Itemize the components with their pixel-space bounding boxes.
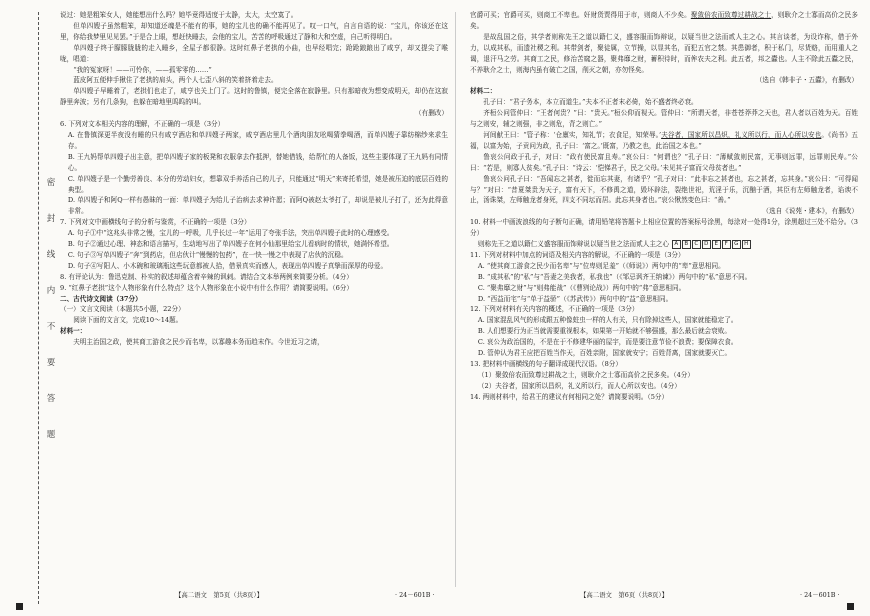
q7-option-c: C. 句子③写单四嫂子“奔”到药店，但店伙计“慢慢的包药”，在一快一慢之中表现了店伙的沉稳。 <box>67 250 348 259</box>
material-2-label: 材料二： <box>470 87 497 96</box>
q6-option-c: C. 单四嫂子是一个勤劳善良、本分的劳动妇女，想靠双手养活自己的儿子，只能通过“明天”来寄托希望，她是被压迫的底层百姓的典型。 <box>67 174 448 194</box>
binding-label: 密封线内不要答题 <box>46 178 56 440</box>
answer-box[interactable]: E <box>712 240 721 249</box>
q12-option-d: D. 管仲认为君王应把百姓当作天，百姓亲附，国家就安宁；百姓背离，国家就要灭亡。 <box>477 349 732 358</box>
material-2-paragraph: 鲁哀公问政于孔子，对曰：“政有使民富且寿。”哀公曰：“何谓也？”孔子曰：“薄赋敛则民富，无事则远罪，远罪则民寿。”公曰：“若是，则寡人贫矣。”孔子曰：“诗云：‘恺悌君子，民之父母。’未见其子富而父母贫者也。” <box>470 152 858 172</box>
passage-line: 单四嫂子终于朦朦胧胧的走入睡乡，全屋子都很静。这时红鼻子老拱的小曲，也早经唱完；跄跄踉踉出了咸亨，却又提尖了喉咙，唱道： <box>60 43 448 63</box>
instruction: 阅读下面的文言文，完成10～14题。 <box>73 316 183 325</box>
passage-line: “我的冤家呀！——可怜你，——孤零零的……” <box>73 65 212 74</box>
corner-mark <box>16 603 23 610</box>
material-2-paragraph: 鲁哀公问孔子曰：“吾闻忘之甚者，徙而忘其妻，有诸乎？”孔子对曰：“此非忘之甚者也，忘之甚者，忘其身。”哀公曰：“可得闻与？”对曰：“昔夏桀贵为天子，富有天下，不修禹之道，毁坏辟法，裂绝世祀，荒淫于乐，沉酗于酒，其臣有左师触龙者，谄谀不止，汤诛桀，左师触龙者身死，四支不同坛而居。此忘其身者也。”哀公愀然变色曰：“善。” <box>470 174 858 205</box>
q11-option-b: B. “成其私”的“私”与“吾妻之美我者，私我也”（《邹忌讽齐王纳谏》）两句中的“私”意思不同。 <box>477 272 752 281</box>
corner-mark <box>847 603 854 610</box>
q6-option-d: D. 单四嫂子和阿Q一样有愚昧的一面：单四嫂子为给儿子治病去求神许愿；而阿Q被赵太爷打了，却说是被儿子打了，还为此得意非常。 <box>67 196 448 216</box>
q11-option-c: C. “聚弗靡之财”与“则弗能战”（《曹刿论战》）两句中的“弗”意思相同。 <box>477 283 686 292</box>
right-footer-code: · 24－601B · <box>800 591 840 599</box>
question-6: 6. 下列对文本相关内容的理解，不正确的一项是（3分） <box>60 120 225 129</box>
answer-box[interactable]: D <box>702 240 711 249</box>
q7-option-a: A. 句子①中“这兆头非常之慢，宝儿的一呼吸，几乎长过一年”运用了夸张手法，突出单四嫂子此时的心理感受。 <box>67 229 394 238</box>
passage-line: 单四嫂子早睡着了，老拱们也走了，咸亨也关上门了。这时的鲁镇，便完全落在寂静里。只有那暗夜为想变成明天，却仍在这寂静里奔波；另有几条狗，也躲在暗地里呜呜的叫。 <box>60 87 448 107</box>
material-2-paragraph: 河间献王曰：“管子称：‘仓廪实，知礼节；衣食足，知荣辱。’夫谷者，国家所以昌炽，礼义所以行，而人心所以安也。《尚书》五福，以富为始，子贡问为政，孔子曰：‘富之。’既富，乃教之也，此治国之本也。” <box>470 130 859 150</box>
passage-line: 说过：她是粗笨女人，她能想出什么吗？她毕竟得适度于太静，太大，太空寞了。 <box>60 11 298 19</box>
material-1-continued: 官爵可买；官爵可买，则商工不卑也。奸财货贾得用于市，则商人不少矣。聚敛倍农而致尊过耕战之士，则耿介之士寡而高价之民多矣。 <box>470 11 858 30</box>
answer-box[interactable]: B <box>682 240 691 249</box>
material-1-label: 材料一： <box>60 327 87 336</box>
material-2-paragraph: 孔子曰：“君子务本，本立而道生。”夫本不正者末必倚，始不盛者终必衰。 <box>483 98 698 107</box>
q7-option-d: D. 句子④写阳人、小木碗和玻璃瓶这些玩意都被人拾，借景真实而感人，表现出单四嫂子真挚而深厚的母爱。 <box>67 261 388 270</box>
material-1-source: （选自《韩非子・五蠹》，有删改） <box>755 76 858 85</box>
question-11: 11. 下列对材料中加点的词语及相关内容的解说，不正确的一项是（3分） <box>470 250 685 259</box>
question-9: 9. “红鼻子老拱”这个人物形象有什么特点？这个人物形象在小说中有什么作用？请简要说明。（6分） <box>60 283 353 292</box>
question-14: 14. 两则材料中，给君王的建议有何相同之处？请简要说明。（5分） <box>470 392 669 401</box>
q12-option-a: A. 国家混乱风气的形成跟五种像蛀虫一样的人有关，只有除掉这些人，国家就能稳定了。 <box>477 316 738 325</box>
material-1-text: 夫明主治国之政，使其商工游食之民少而名卑，以寡趣本务而趋末作。今世近习之请， <box>73 338 324 347</box>
question-12: 12. 下列对材料有关内容的概述，不正确的一项是（3分） <box>470 305 639 314</box>
page-divider <box>455 12 456 587</box>
q11-option-d: D. “西益而宅”与“单于益骄”（《苏武传》）两句中的“益”意思相同。 <box>477 294 673 303</box>
q7-option-b: B. 句子②通过心理、神态和语言描写，生动地写出了单四嫂子在何小仙那里给宝儿看病时的情状，她满怀希望。 <box>67 240 394 249</box>
question-10: 10. 材料一中画波浪线的句子断句正确，请用铅笔将答题卡上相应位置的答案标号涂黑，每涂对一处得1分，涂黑超过三处不给分。（3分） <box>470 218 858 238</box>
answer-box[interactable]: H <box>742 240 751 249</box>
material-1-paragraph: 是故乱国之俗，其学者则称先王之道以籍仁义，盛容服而饰辩说，以疑当世之法而贰人主之心。其言谈者，为设诈称，借于外力，以成其私，而遗社稷之利。其带剑者，聚徒属，立节操，以显其名，而犯五官之禁。其患御者，积于私门，尽货赂，而用重人之谒，退汗马之劳。其商工之民，修治苦窳之器，聚弗靡之财，蓄积待时，而侔农夫之利。此五者，邦之蠹也。人主不除此五蠹之民，不养耿介之士，则海内虽有破亡之国，削灭之朝，亦勿怪矣。 <box>470 32 858 74</box>
left-footer-code: · 24－601B · <box>395 591 435 599</box>
question-7: 7. 下列对文中画横线句子的分析与鉴赏，不正确的一项是（3分） <box>60 218 251 227</box>
answer-box[interactable]: A <box>672 240 681 249</box>
passage-line: 但单四嫂子虽然粗笨，却知道还魂是不能有的事，她的宝儿也的确不能再见了。叹一口气，自言自语的说：“宝儿，你该还在这里，你给我梦里见见罢。”于是合上眼，想赶快睡去，会他的宝儿，苦苦的呼吸通过了静和大和空虚，自己听得明白。 <box>60 21 448 41</box>
section-title: 二、古代诗文阅读（37分） <box>60 294 142 303</box>
answer-box[interactable]: F <box>722 240 731 249</box>
underlined-sentence: 夫谷者，国家所以昌炽，礼义所以行，而人心所以安也 <box>661 130 822 139</box>
q6-option-a: A. 在鲁镇深更半夜没有睡的只有咸亨酒店和单四嫂子两家，咸亨酒店里几个酒肉朋友吆喝猜拳喝酒，而单四嫂子靠纺棉纱来求生存。 <box>67 130 448 150</box>
q13-part-2: （2）夫谷者，国家所以昌炽，礼义所以行，而人心所以安也。（4分） <box>477 381 681 390</box>
binding-line <box>38 12 40 604</box>
passage-line: 蓝皮阿五便伸手揪住了老拱的肩头，两个人七歪八斜的笑着挤着走去。 <box>73 76 278 85</box>
answer-box[interactable]: G <box>732 240 741 249</box>
material-2-source: （选自《说苑・建本》，有删改） <box>762 207 858 216</box>
material-2-paragraph: 齐桓公问管仲曰：“王者何贵？”曰：“贵天。”桓公仰而视天。管仲曰：“所谓天者，非苍苍莽莽之天也，君人者以百姓为天。百姓与之则安，辅之则强，非之则危，背之则亡。” <box>470 109 858 129</box>
question-13: 13. 把材料中画横线的句子翻译成现代汉语。（8分） <box>470 360 622 368</box>
q12-option-b: B. 人们想要行为正当就需要重视根本，如果第一开始就不够强盛，那么最后就会衰败。 <box>477 327 731 336</box>
left-page <box>60 10 448 348</box>
question-8: 8. 有评论认为：鲁迅克制、朴实的叙述却蕴含着辛辣的讽刺。请结合文本举两例来简要分析。（4分） <box>60 272 353 281</box>
underlined-sentence: 聚敛倍农而致尊过耕战之士 <box>690 11 772 19</box>
right-page <box>470 10 858 403</box>
q13-part-1: （1）聚敛倍农而致尊过耕战之士，则耿介之士寡而高价之民多矣。（4分） <box>477 370 694 379</box>
q6-option-b: B. 王九妈帮单四嫂子出主意，把单四嫂子家的板凳和衣服拿去作抵押，替她借钱，给帮忙的人备饭，这些主要体现了王九妈有同情心。 <box>67 152 448 172</box>
subsection-title: （一）文言文阅读（本题共5小题，22分） <box>60 305 185 314</box>
answer-box[interactable]: C <box>692 240 701 249</box>
left-footer-title: 【高二语文 第5页（共8页）】 <box>175 591 264 599</box>
q10-sentence: 则称先王之道以籍仁义盛容服而饰辩说以疑当世之法而贰人主之心 A B C D E F G H <box>470 239 858 250</box>
passage-source: （有删改） <box>415 109 448 118</box>
q11-option-a: A. “使其商工游食之民少而名卑”与“位卑则足羞”（《师说》）两句中的“卑”意思相同。 <box>477 261 725 270</box>
q12-option-c: C. 哀公为政治国的，不是在于不修建华丽的屋宇，而是要注意节俭不浪费；要保障衣食。 <box>477 338 738 347</box>
right-footer-title: 【高二语文 第6页（共8页）】 <box>580 591 669 599</box>
